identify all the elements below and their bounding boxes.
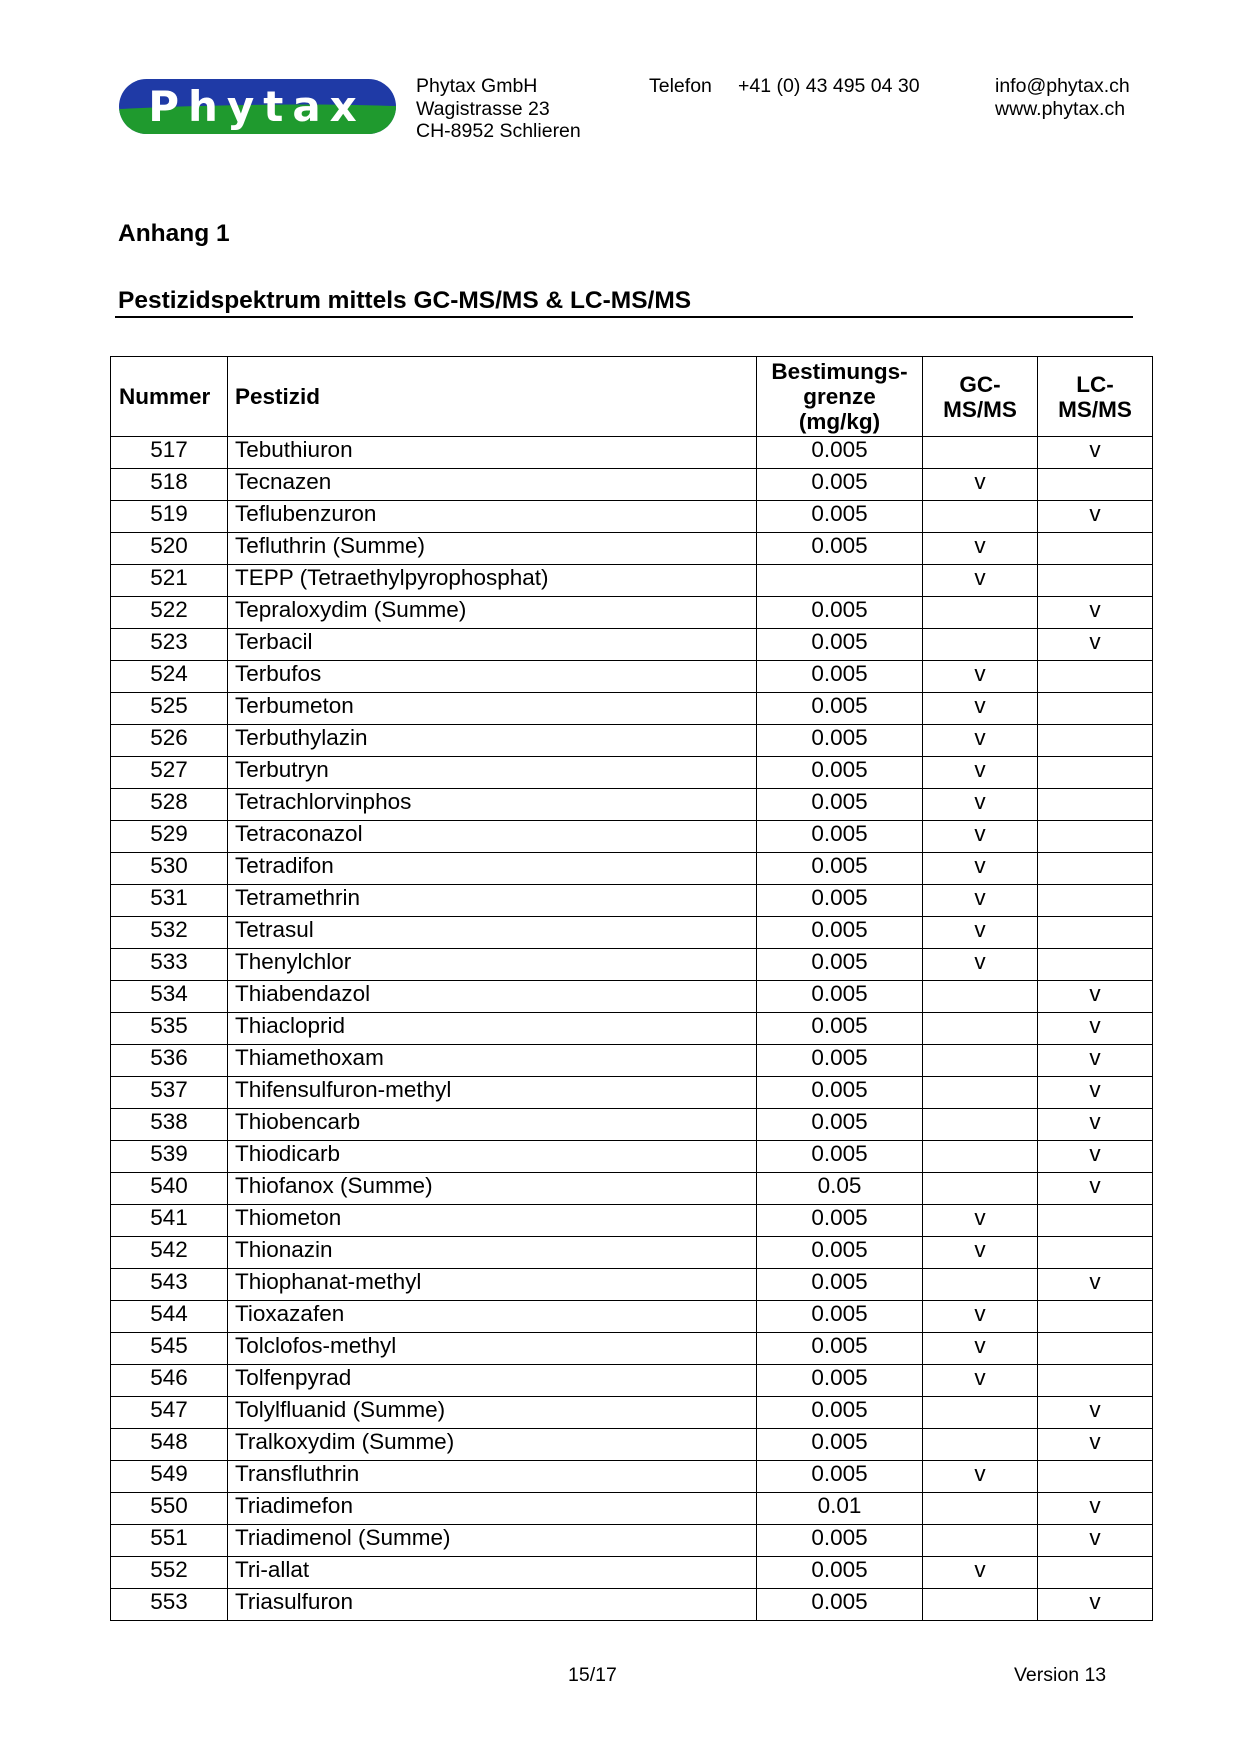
email-link[interactable]: info@phytax.ch [995, 75, 1130, 97]
cell-lc [1038, 565, 1153, 597]
cell-number: 525 [111, 693, 228, 725]
cell-number: 550 [111, 1493, 228, 1525]
table-row [111, 1525, 1153, 1557]
table-row [111, 661, 1153, 693]
table-row [111, 1557, 1153, 1589]
cell-number: 545 [111, 1333, 228, 1365]
table-row [111, 757, 1153, 789]
table-row [111, 1269, 1153, 1301]
cell-lc: v [1038, 1045, 1153, 1077]
cell-gc [923, 981, 1038, 1013]
cell-limit: 0.005 [757, 949, 923, 981]
website-link[interactable]: www.phytax.ch [995, 97, 1126, 120]
cell-pesticide: Terbutryn [228, 757, 757, 789]
cell-gc [923, 1077, 1038, 1109]
table-row [111, 1589, 1153, 1621]
document-version: Version 13 [1014, 1664, 1107, 1686]
cell-limit [757, 565, 923, 597]
cell-lc [1038, 469, 1153, 501]
table-row [111, 917, 1153, 949]
cell-number: 526 [111, 725, 228, 757]
cell-pesticide: Tri-allat [228, 1557, 757, 1589]
cell-gc [923, 1109, 1038, 1141]
cell-number: 540 [111, 1173, 228, 1205]
phone-label: Telefon [649, 75, 712, 97]
cell-number: 518 [111, 469, 228, 501]
cell-limit: 0.005 [757, 1237, 923, 1269]
cell-gc [923, 629, 1038, 661]
table-row [111, 1365, 1153, 1397]
cell-limit: 0.005 [757, 725, 923, 757]
cell-gc: v [923, 1333, 1038, 1365]
cell-gc [923, 501, 1038, 533]
cell-pesticide: Triasulfuron [228, 1589, 757, 1621]
company-address [416, 75, 581, 143]
cell-pesticide: Tetraconazol [228, 821, 757, 853]
cell-lc [1038, 757, 1153, 789]
cell-lc: v [1038, 1589, 1153, 1621]
cell-number: 539 [111, 1141, 228, 1173]
cell-number: 530 [111, 853, 228, 885]
cell-gc: v [923, 821, 1038, 853]
table-row [111, 1205, 1153, 1237]
company-street: Wagistrasse 23 [416, 97, 550, 120]
cell-lc [1038, 1557, 1153, 1589]
table-row [111, 533, 1153, 565]
table-row [111, 1301, 1153, 1333]
cell-number: 520 [111, 533, 228, 565]
cell-limit: 0.005 [757, 917, 923, 949]
cell-pesticide: Tralkoxydim (Summe) [228, 1429, 757, 1461]
table-row [111, 949, 1153, 981]
table-row [111, 1493, 1153, 1525]
cell-limit: 0.005 [757, 1141, 923, 1173]
company-name: Phytax GmbH [416, 75, 538, 97]
cell-pesticide: Teflubenzuron [228, 501, 757, 533]
cell-lc [1038, 1301, 1153, 1333]
cell-pesticide: Thiobencarb [228, 1109, 757, 1141]
cell-lc: v [1038, 1397, 1153, 1429]
page-number: 15/17 [568, 1664, 617, 1686]
cell-lc [1038, 1333, 1153, 1365]
cell-number: 542 [111, 1237, 228, 1269]
table-row [111, 565, 1153, 597]
column-header-number: Nummer [111, 357, 228, 437]
cell-number: 529 [111, 821, 228, 853]
table-row [111, 1045, 1153, 1077]
cell-gc: v [923, 1461, 1038, 1493]
cell-number: 534 [111, 981, 228, 1013]
cell-lc [1038, 789, 1153, 821]
cell-gc: v [923, 1237, 1038, 1269]
cell-limit: 0.005 [757, 1557, 923, 1589]
cell-limit: 0.005 [757, 1461, 923, 1493]
cell-lc: v [1038, 1493, 1153, 1525]
cell-lc: v [1038, 1173, 1153, 1205]
cell-gc: v [923, 1301, 1038, 1333]
cell-lc [1038, 1461, 1153, 1493]
title-underline [115, 316, 1133, 318]
cell-pesticide: Tetramethrin [228, 885, 757, 917]
cell-pesticide: Tolfenpyrad [228, 1365, 757, 1397]
cell-gc [923, 1429, 1038, 1461]
cell-lc [1038, 1237, 1153, 1269]
cell-gc: v [923, 1365, 1038, 1397]
cell-pesticide: Terbumeton [228, 693, 757, 725]
table-header-row [111, 357, 1153, 437]
cell-pesticide: Tetrachlorvinphos [228, 789, 757, 821]
cell-gc: v [923, 1557, 1038, 1589]
cell-pesticide: Triadimefon [228, 1493, 757, 1525]
cell-limit: 0.005 [757, 1397, 923, 1429]
cell-pesticide: Terbufos [228, 661, 757, 693]
cell-lc: v [1038, 437, 1153, 469]
contact-info [995, 75, 1130, 120]
cell-lc: v [1038, 1141, 1153, 1173]
cell-limit: 0.005 [757, 1525, 923, 1557]
cell-limit: 0.005 [757, 821, 923, 853]
cell-number: 544 [111, 1301, 228, 1333]
cell-pesticide: Tetrasul [228, 917, 757, 949]
cell-limit: 0.005 [757, 1365, 923, 1397]
phytax-logo [119, 79, 396, 134]
cell-gc [923, 1397, 1038, 1429]
column-header-limit: Bestimungs- grenze (mg/kg) [757, 357, 923, 437]
table-row [111, 853, 1153, 885]
table-row [111, 693, 1153, 725]
cell-gc: v [923, 949, 1038, 981]
table-row [111, 1333, 1153, 1365]
cell-pesticide: Thiamethoxam [228, 1045, 757, 1077]
cell-pesticide: Thifensulfuron-methyl [228, 1077, 757, 1109]
cell-gc [923, 437, 1038, 469]
cell-number: 521 [111, 565, 228, 597]
cell-limit: 0.005 [757, 757, 923, 789]
cell-limit: 0.005 [757, 981, 923, 1013]
cell-number: 548 [111, 1429, 228, 1461]
cell-pesticide: Terbuthylazin [228, 725, 757, 757]
cell-limit: 0.005 [757, 501, 923, 533]
cell-number: 543 [111, 1269, 228, 1301]
cell-pesticide: Terbacil [228, 629, 757, 661]
cell-gc [923, 597, 1038, 629]
table-row [111, 629, 1153, 661]
company-city: CH-8952 Schlieren [416, 120, 581, 142]
pesticide-table [110, 356, 1153, 1621]
cell-lc [1038, 533, 1153, 565]
cell-limit: 0.005 [757, 1205, 923, 1237]
cell-gc: v [923, 789, 1038, 821]
cell-pesticide: Thiacloprid [228, 1013, 757, 1045]
cell-number: 533 [111, 949, 228, 981]
cell-pesticide: Tetradifon [228, 853, 757, 885]
table-row [111, 981, 1153, 1013]
cell-gc: v [923, 725, 1038, 757]
cell-number: 552 [111, 1557, 228, 1589]
column-header-pesticide: Pestizid [228, 357, 757, 437]
table-row [111, 1237, 1153, 1269]
cell-gc: v [923, 661, 1038, 693]
table-row [111, 501, 1153, 533]
table-row [111, 725, 1153, 757]
table-row [111, 1141, 1153, 1173]
cell-lc [1038, 821, 1153, 853]
table-body [111, 437, 1153, 1621]
cell-number: 553 [111, 1589, 228, 1621]
cell-limit: 0.005 [757, 661, 923, 693]
cell-pesticide: Thiophanat-methyl [228, 1269, 757, 1301]
column-header-lc: LC- MS/MS [1038, 357, 1153, 437]
cell-pesticide: TEPP (Tetraethylpyrophosphat) [228, 565, 757, 597]
cell-lc [1038, 1205, 1153, 1237]
cell-pesticide: Thionazin [228, 1237, 757, 1269]
cell-limit: 0.005 [757, 1333, 923, 1365]
cell-gc: v [923, 565, 1038, 597]
cell-gc [923, 1269, 1038, 1301]
cell-limit: 0.005 [757, 853, 923, 885]
cell-gc [923, 1173, 1038, 1205]
cell-lc [1038, 725, 1153, 757]
cell-lc [1038, 661, 1153, 693]
cell-gc: v [923, 469, 1038, 501]
cell-pesticide: Tecnazen [228, 469, 757, 501]
cell-limit: 0.01 [757, 1493, 923, 1525]
cell-number: 541 [111, 1205, 228, 1237]
cell-pesticide: Tebuthiuron [228, 437, 757, 469]
cell-lc: v [1038, 1013, 1153, 1045]
cell-gc [923, 1013, 1038, 1045]
cell-gc: v [923, 533, 1038, 565]
cell-limit: 0.005 [757, 1429, 923, 1461]
cell-limit: 0.05 [757, 1173, 923, 1205]
cell-number: 551 [111, 1525, 228, 1557]
cell-gc [923, 1493, 1038, 1525]
cell-lc: v [1038, 1269, 1153, 1301]
cell-pesticide: Thiofanox (Summe) [228, 1173, 757, 1205]
cell-pesticide: Tolylfluanid (Summe) [228, 1397, 757, 1429]
cell-lc: v [1038, 597, 1153, 629]
table-row [111, 1429, 1153, 1461]
cell-lc: v [1038, 1077, 1153, 1109]
cell-number: 535 [111, 1013, 228, 1045]
cell-pesticide: Thiabendazol [228, 981, 757, 1013]
cell-gc: v [923, 885, 1038, 917]
cell-pesticide: Tefluthrin (Summe) [228, 533, 757, 565]
table-row [111, 1109, 1153, 1141]
table-row [111, 821, 1153, 853]
cell-limit: 0.005 [757, 1589, 923, 1621]
table-row [111, 1013, 1153, 1045]
cell-lc: v [1038, 629, 1153, 661]
cell-limit: 0.005 [757, 1269, 923, 1301]
cell-limit: 0.005 [757, 693, 923, 725]
cell-limit: 0.005 [757, 885, 923, 917]
cell-number: 517 [111, 437, 228, 469]
table-row [111, 1397, 1153, 1429]
table-row [111, 597, 1153, 629]
cell-lc [1038, 917, 1153, 949]
cell-lc [1038, 949, 1153, 981]
cell-pesticide: Thiodicarb [228, 1141, 757, 1173]
cell-pesticide: Triadimenol (Summe) [228, 1525, 757, 1557]
cell-gc [923, 1045, 1038, 1077]
cell-pesticide: Thenylchlor [228, 949, 757, 981]
phone-number: +41 (0) 43 495 04 30 [738, 75, 920, 97]
cell-number: 538 [111, 1109, 228, 1141]
cell-lc: v [1038, 1429, 1153, 1461]
cell-limit: 0.005 [757, 1301, 923, 1333]
cell-number: 546 [111, 1365, 228, 1397]
cell-lc: v [1038, 981, 1153, 1013]
cell-pesticide: Tioxazafen [228, 1301, 757, 1333]
cell-gc: v [923, 757, 1038, 789]
cell-limit: 0.005 [757, 533, 923, 565]
cell-limit: 0.005 [757, 437, 923, 469]
cell-number: 522 [111, 597, 228, 629]
cell-pesticide: Tolclofos-methyl [228, 1333, 757, 1365]
cell-gc [923, 1589, 1038, 1621]
cell-gc [923, 1141, 1038, 1173]
cell-number: 532 [111, 917, 228, 949]
cell-number: 537 [111, 1077, 228, 1109]
table-row [111, 437, 1153, 469]
cell-lc [1038, 1365, 1153, 1397]
cell-lc [1038, 885, 1153, 917]
table-row [111, 469, 1153, 501]
cell-lc: v [1038, 501, 1153, 533]
cell-limit: 0.005 [757, 789, 923, 821]
cell-gc: v [923, 853, 1038, 885]
page-subtitle: Pestizidspektrum mittels GC-MS/MS & LC-MS/MS [118, 287, 692, 314]
cell-lc [1038, 853, 1153, 885]
table-row [111, 1077, 1153, 1109]
cell-pesticide: Thiometon [228, 1205, 757, 1237]
cell-pesticide: Tepraloxydim (Summe) [228, 597, 757, 629]
cell-number: 536 [111, 1045, 228, 1077]
cell-number: 523 [111, 629, 228, 661]
cell-number: 531 [111, 885, 228, 917]
cell-number: 519 [111, 501, 228, 533]
cell-gc [923, 1525, 1038, 1557]
cell-limit: 0.005 [757, 469, 923, 501]
cell-limit: 0.005 [757, 1109, 923, 1141]
cell-limit: 0.005 [757, 1013, 923, 1045]
logo-wordmark: Phytax [148, 82, 366, 131]
cell-lc [1038, 693, 1153, 725]
cell-limit: 0.005 [757, 1045, 923, 1077]
table-row [111, 1461, 1153, 1493]
table-row [111, 885, 1153, 917]
table-row [111, 789, 1153, 821]
cell-limit: 0.005 [757, 1077, 923, 1109]
cell-lc: v [1038, 1525, 1153, 1557]
cell-number: 547 [111, 1397, 228, 1429]
cell-number: 549 [111, 1461, 228, 1493]
page-heading: Anhang 1 [118, 220, 230, 247]
cell-gc: v [923, 917, 1038, 949]
column-header-gc: GC- MS/MS [923, 357, 1038, 437]
cell-gc: v [923, 693, 1038, 725]
cell-number: 527 [111, 757, 228, 789]
table-row [111, 1173, 1153, 1205]
cell-limit: 0.005 [757, 629, 923, 661]
cell-gc: v [923, 1205, 1038, 1237]
cell-number: 524 [111, 661, 228, 693]
cell-limit: 0.005 [757, 597, 923, 629]
cell-number: 528 [111, 789, 228, 821]
cell-pesticide: Transfluthrin [228, 1461, 757, 1493]
cell-lc: v [1038, 1109, 1153, 1141]
